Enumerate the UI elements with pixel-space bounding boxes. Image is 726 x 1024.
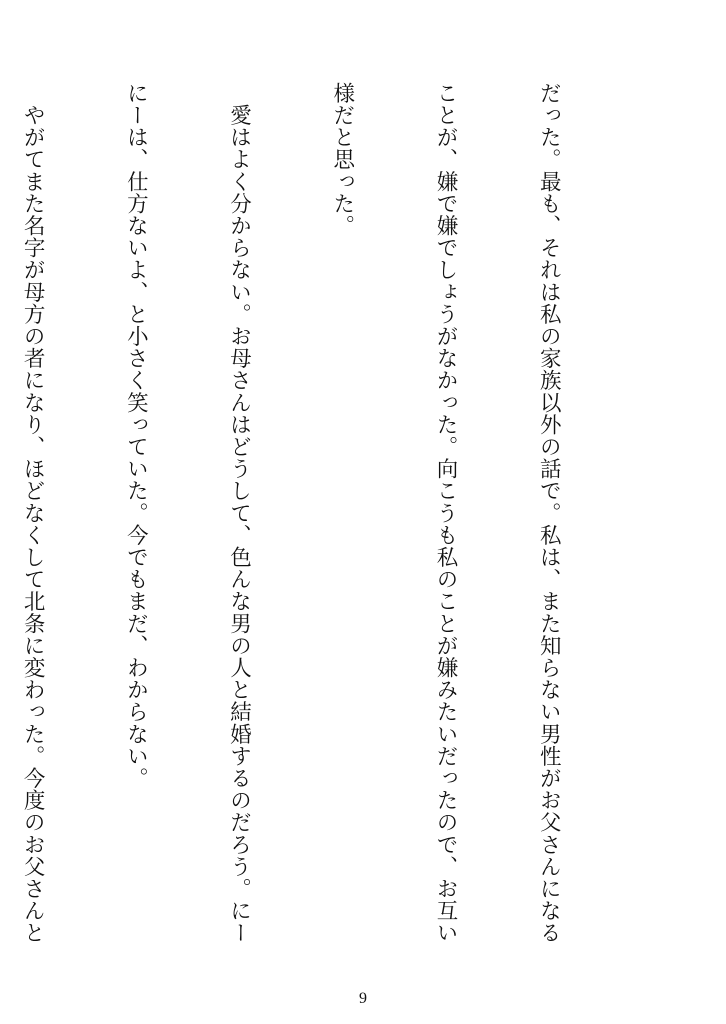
text-line-3: 様だと思った。 (329, 82, 355, 237)
page-number: 9 (359, 990, 367, 1007)
text-line-2: ことが、嫌で嫌でしょうがなかった。向こうも私のことが嫌みたいだったので、お互い (432, 82, 458, 944)
text-line-1: だった。最も、それは私の家族以外の話で。私は、また知らない男性がお父さんになる (536, 82, 562, 944)
text-line-4: 愛はよく分からない。お母さんはどうして、色んな男の人と結婚するのだろう。にー (226, 82, 252, 944)
text-line-6: やがてまた名字が母方の者になり、ほどなくして北条に変わった。今度のお父さんと (20, 82, 46, 944)
vertical-text-body (0, 82, 634, 952)
text-line-5: にーは、仕方ないよ、と小さく笑っていた。今でもまだ、わからない。 (123, 82, 149, 790)
